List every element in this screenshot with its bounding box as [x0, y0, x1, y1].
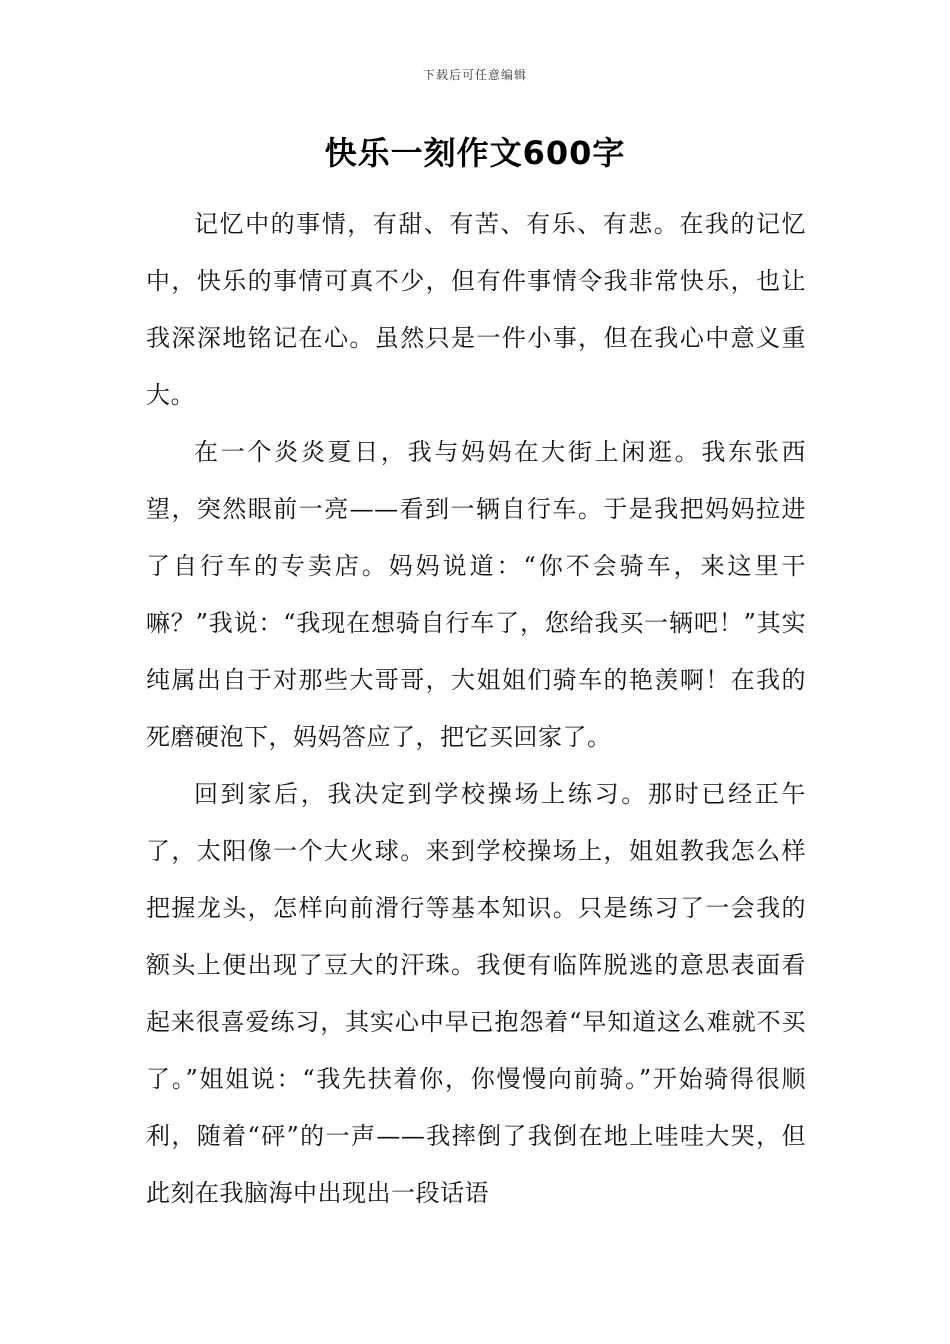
paragraph-1: 记忆中的事情，有甜、有苦、有乐、有悲。在我的记忆中，快乐的事情可真不少，但有件事情令我非常快乐，也让我深深地铭记在心。虽然只是一件小事，但在我心中意义重大。: [146, 210, 806, 409]
paragraph-2: 在一个炎炎夏日，我与妈妈在大街上闲逛。我东张西望，突然眼前一亮——看到一辆自行车。于是我把妈妈拉进了自行车的专卖店。妈妈说道：“你不会骑车，来这里干嘛？”我说：“我现在想骑自行车了，您给我买一辆吧！”其实纯属出自于对那些大哥哥，大姐姐们骑车的艳羡啊！在我的死磨硬泡下，妈妈答应了，把它买回家了。: [146, 438, 806, 751]
header-note: 下载后可任意编辑: [422, 68, 527, 82]
document-title: 快乐一刻作文600字: [324, 134, 626, 172]
paragraph-3: 回到家后，我决定到学校操场上练习。那时已经正午了，太阳像一个大火球。来到学校操场上，姐姐教我怎么样把握龙头，怎样向前滑行等基本知识。只是练习了一会我的额头上便出现了豆大的汗珠。我便有临阵脱逃的意思表面看起来很喜爱练习，其实心中早已抱怨着“早知道这么难就不买了。”姐姐说：“我先扶着你，你慢慢向前骑。”开始骑得很顺利，随着“砰”的一声——我摔倒了我倒在地上哇哇大哭，但此刻在我脑海中出现出一段话语: [146, 780, 806, 1207]
document-body: [146, 196, 806, 1222]
